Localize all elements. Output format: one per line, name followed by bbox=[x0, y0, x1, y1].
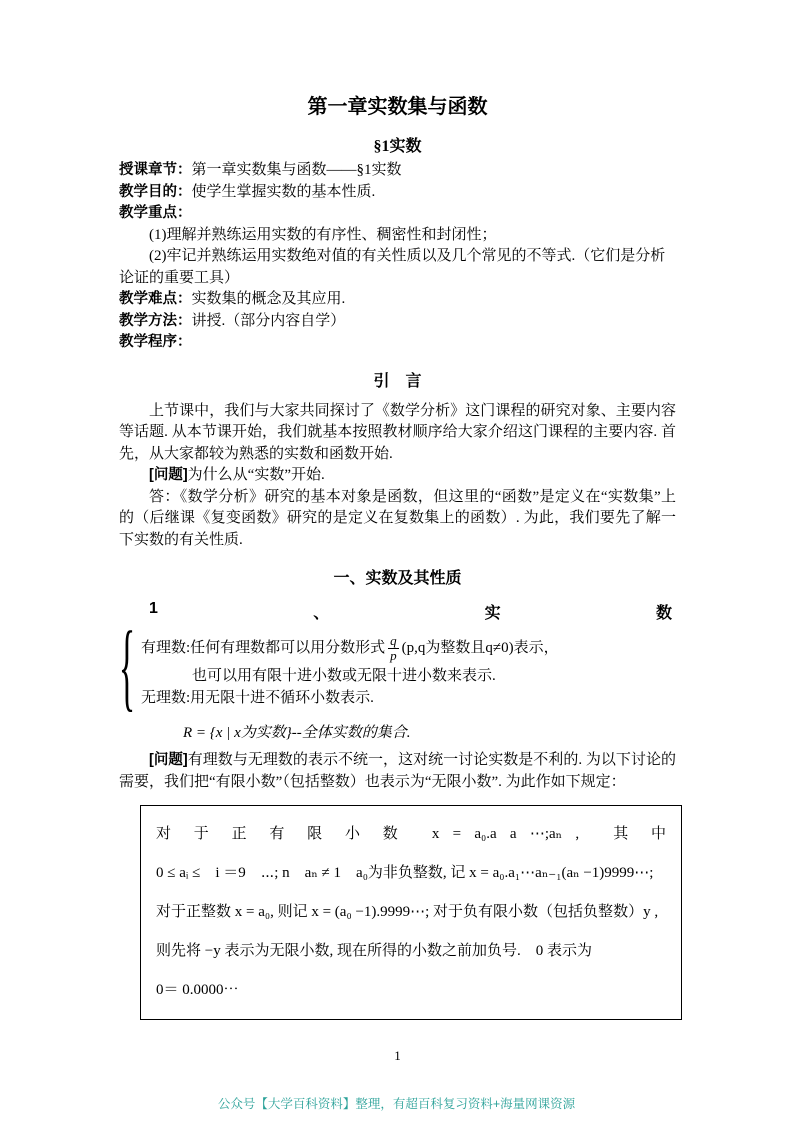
section-1-heading: 一、实数及其性质 bbox=[333, 570, 462, 587]
section-subtitle: §1实数 bbox=[373, 138, 422, 155]
meta-difficulty-label: 教学难点： bbox=[119, 291, 192, 307]
meta-procedure-label: 教学程序： bbox=[119, 334, 192, 350]
meta-method-text: 讲授.（部分内容自学） bbox=[191, 312, 346, 329]
classification-lines bbox=[135, 631, 676, 709]
rational-post-text: (p,q为整数且q≠0)表示， bbox=[401, 640, 559, 656]
page-number: 1 bbox=[394, 1048, 401, 1063]
meta-focus-line bbox=[119, 203, 676, 225]
answer-paragraph: 答：《数学分析》研究的基本对象是函数，但这里的“函数”是定义在“实数集”上的（后继课《复变函数》研究的是定义在复数集上的函数）. 为此，我们要先了解一下实数的有关性质. bbox=[119, 488, 676, 548]
rule-line-3: 对于正整数 x = a₀, 则记 x = (a₀ −1).9999⋯; 对于负有限小数（包括负整数）y , bbox=[156, 904, 659, 920]
subsection-heading bbox=[119, 598, 676, 625]
question-1-text: 为什么从“实数”开始. bbox=[187, 467, 325, 483]
subsection-heading-char: 实 bbox=[484, 605, 501, 622]
chapter-title: 第一章实数集与函数 bbox=[307, 96, 488, 118]
subsection-heading-char: 1 bbox=[149, 600, 158, 617]
meta-chapter-label: 授课章节： bbox=[119, 162, 192, 178]
meta-procedure-line bbox=[119, 332, 676, 354]
rule-line-2: 0 ≤ aᵢ ≤ i ＝9 ⋯; n aₙ ≠ 1 a₀为非负整数, 记 x = a₀.a₁⋯aₙ₋₁(aₙ −1)9999⋯; bbox=[156, 865, 654, 881]
focus-item-1: (1)理解并熟练运用实数的有序性、稠密性和封闭性； bbox=[149, 226, 497, 243]
meta-purpose-text: 使学生掌握实数的基本性质. bbox=[191, 183, 376, 200]
fraction-q-over-p bbox=[385, 634, 402, 662]
meta-method-line bbox=[119, 311, 676, 333]
question-2-label: [问题] bbox=[149, 752, 188, 768]
real-set-formula: R = {x | x为实数}--全体实数的集合. bbox=[183, 725, 411, 741]
meta-chapter-text: 第一章实数集与函数——§1实数 bbox=[191, 162, 402, 178]
subsection-heading-char: 、 bbox=[313, 605, 330, 622]
rational-definition-line bbox=[141, 631, 676, 665]
question-2-text: 有理数与无理数的表示不统一，这对统一讨论实数是不利的. 为以下讨论的需要，我们把“有限小数”（包括整数）也表示为“无限小数”. 为此作如下规定： bbox=[119, 752, 676, 790]
decimal-rule-box bbox=[140, 805, 682, 1020]
meta-difficulty-line bbox=[119, 289, 676, 311]
left-brace: { bbox=[118, 614, 136, 723]
fraction-denominator: p bbox=[390, 648, 397, 664]
irrational-definition-line: 无理数:用无限十进不循环小数表示. bbox=[141, 690, 374, 706]
meta-purpose-line bbox=[119, 182, 676, 204]
meta-chapter-line bbox=[119, 160, 676, 182]
fraction-numerator: q bbox=[390, 633, 397, 649]
footer-note: 公众号【大学百科资料】整理，有超百科复习资料+海量网课资源 bbox=[217, 1097, 576, 1111]
rational-pre-text: 有理数:任何有理数都可以用分数形式 bbox=[141, 640, 386, 656]
question-2-paragraph bbox=[119, 750, 676, 793]
question-1-label: [问题] bbox=[149, 467, 188, 483]
rule-line-1: 对 于 正 有 限 小 数 x = a₀.a a ⋯;aₙ , 其 中 bbox=[156, 826, 666, 842]
meta-method-label: 教学方法： bbox=[119, 312, 192, 329]
rule-line-4: 则先将 −y 表示为无限小数, 现在所得的小数之前加负号. 0 表示为 bbox=[156, 943, 592, 959]
question-1-paragraph bbox=[119, 465, 676, 487]
meta-difficulty-text: 实数集的概念及其应用. bbox=[191, 291, 346, 307]
meta-focus-label: 教学重点： bbox=[119, 205, 192, 221]
rational-definition-line-2: 也可以用有限十进小数或无限十进小数来表示. bbox=[192, 668, 496, 684]
subsection-heading-char: 数 bbox=[655, 605, 672, 622]
intro-paragraph: 上节课中，我们与大家共同探讨了《数学分析》这门课程的研究对象、主要内容等话题. 从本节课开始，我们就基本按照教材顺序给大家介绍这门课程的主要内容. 首先，从大家都较为熟悉的实数和函数开始. bbox=[119, 402, 676, 462]
focus-item-2: (2)牢记并熟练运用实数绝对值的有关性质以及几个常见的不等式.（它们是分析论证的重要工具） bbox=[119, 248, 666, 286]
meta-purpose-label: 教学目的： bbox=[119, 183, 192, 200]
intro-heading: 引 言 bbox=[373, 372, 422, 390]
rule-line-5: 0＝ 0.0000⋯ bbox=[156, 982, 239, 998]
number-classification bbox=[118, 614, 676, 723]
